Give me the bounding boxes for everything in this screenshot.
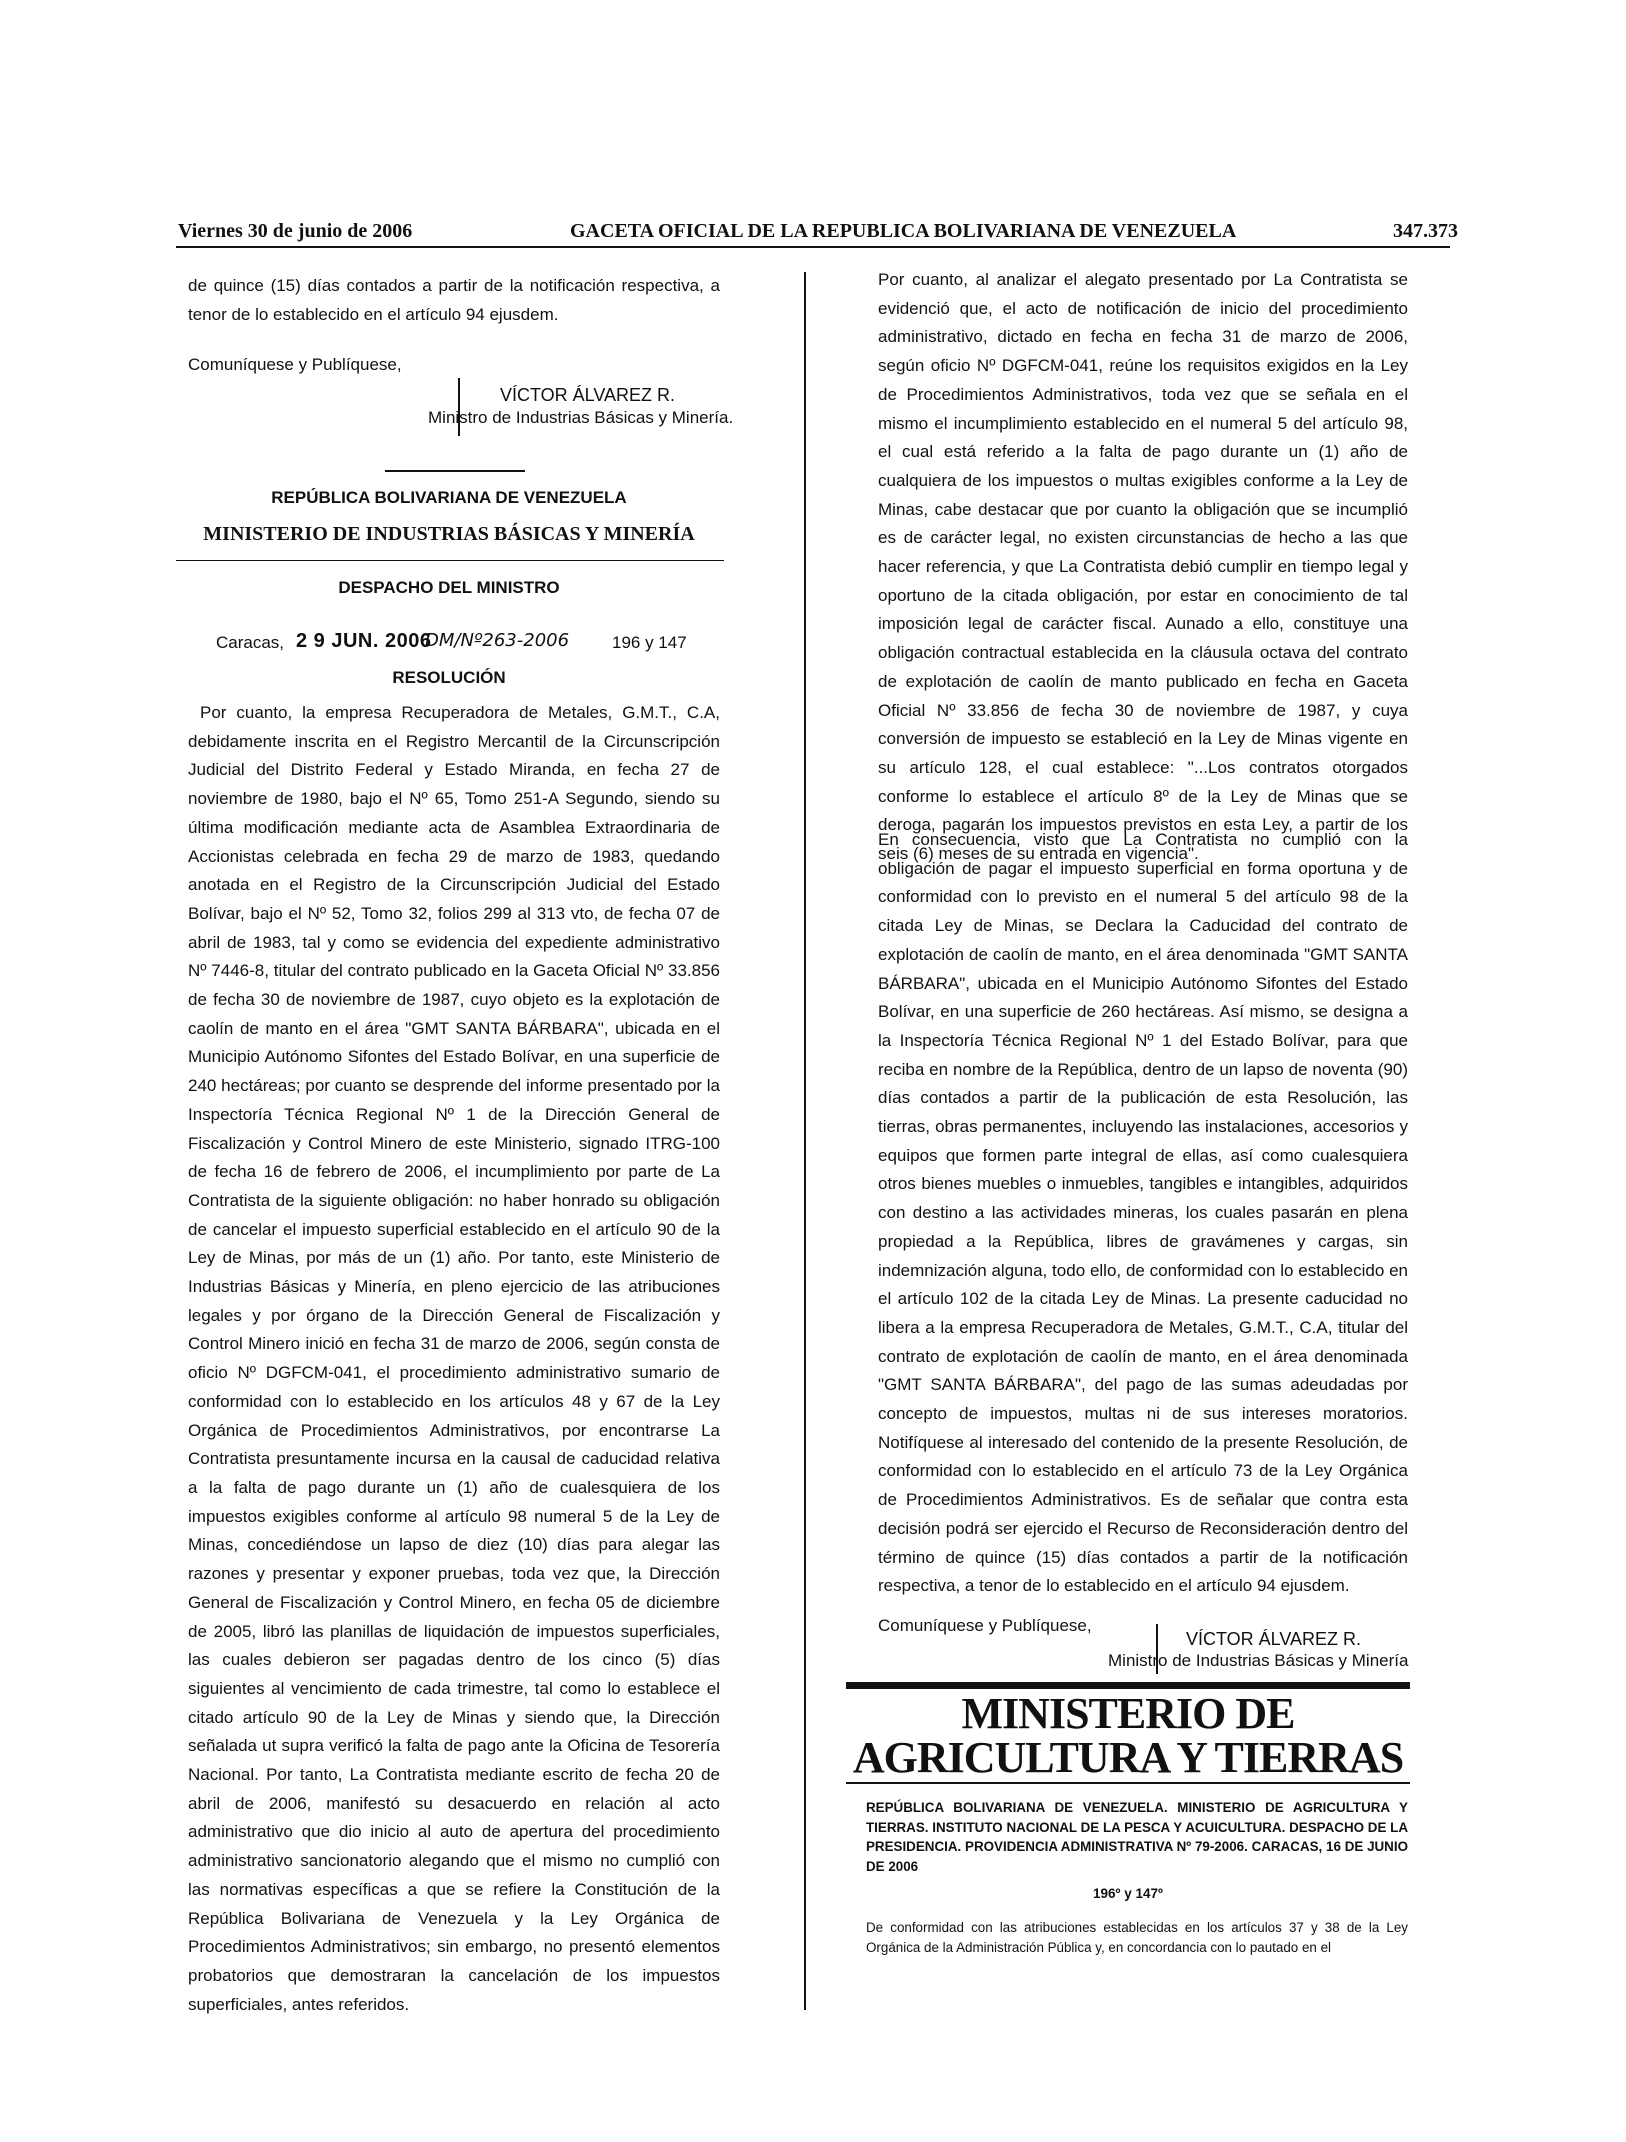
page-number: 347.373 [1393, 220, 1458, 242]
reference-number: DM/Nº263-2006 [425, 630, 570, 651]
agri-header: REPÚBLICA BOLIVARIANA DE VENEZUELA. MINISTERIO DE AGRICULTURA Y TIERRAS. INSTITUTO NACIONAL DE LA PESCA Y ACUICULTURA. DESPACHO DE LA PRESIDENCIA. PROVIDENCIA ADMINISTRATIVA Nº 79-2006. CARACAS, 16 DE JUNIO DE 2006 [866, 1800, 1408, 1874]
resolution-title: RESOLUCIÓN [392, 668, 506, 687]
date-stamp: 2 9 JUN. 2006 [296, 630, 432, 652]
header-date: Viernes 30 de junio de 2006 [178, 220, 413, 242]
banner-bottom-rule [846, 1782, 1410, 1784]
banner-line-1: MINISTERIO DE [961, 1689, 1295, 1738]
left-republic: REPÚBLICA BOLIVARIANA DE VENEZUELA [271, 488, 627, 507]
right-communique: Comuníquese y Publíquese, [878, 1616, 1092, 1635]
left-ministry-rule [176, 560, 724, 561]
left-intro: de quince (15) días contados a partir de la notificación respectiva, a tenor de lo establecido en el artículo 94 ejusdem. [188, 276, 720, 324]
right-para-2: En consecuencia, visto que La Contratista no cumplió con la obligación de pagar el impuesto superficial en forma oportuna y de conformidad con lo previsto en el numeral 5 del artículo 98 de la citada Ley de Minas, se Declara la Caducidad del contrato de explotación de caolín de manto, en el área denominada "GMT SANTA BÁRBARA", ubicada en el Municipio Autónomo Sifontes del Estado Bolívar, en una superficie de 260 hectáreas. Así mismo, se designa a la Inspectoría Técnica Regional Nº 1 del Estado Bolívar, para que reciba en nombre de la República, dentro de un lapso de noventa (90) días contados a partir de la publicación de esta Resolución, las tierras, obras permanentes, incluyendo las instalaciones, accesorios y equipos que formen parte integral de ellas, así como cualesquiera otros bienes muebles o inmuebles, tangibles e intangibles, adquiridos con destino a las actividades mineras, los cuales pasarán en plena propiedad a la República, libres de gravámenes y cargas, sin indemnización alguna, todo ello, de conformidad con lo establecido en el artículo 102 de la citada Ley de Minas. La presente caducidad no libera a la empresa Recuperadora de Metales, G.M.T., C.A, titular del contrato de explotación de caolín de manto, en el área denominada "GMT SANTA BÁRBARA", del pago de las sumas adeudadas por concepto de impuestos, multas ni de sus intereses moratorios. Notifíquese al interesado del contenido de la presente Resolución, de conformidad con lo establecido en el artículo 73 de la Ley Orgánica de Procedimientos Administrativos. Es de señalar que contra esta decisión podrá ser ejercido el Recurso de Reconsideración dentro del término de quince (15) días contados a partir de la notificación respectiva, a tenor de lo establecido en el artículo 94 ejusdem. [878, 830, 1408, 1596]
banner-line-2: AGRICULTURA Y TIERRAS [852, 1733, 1404, 1782]
left-signature-title: Ministro de Industrias Básicas y Minería. [428, 408, 734, 427]
column-divider [804, 272, 806, 2010]
header-rule [176, 246, 1450, 248]
right-para-1: Por cuanto, al analizar el alegato presentado por La Contratista se evidenció que, el acto de notificación de inicio del procedimiento administrativo, dictado en fecha en fecha 31 de marzo de 2006, según oficio Nº DGFCM-041, reúne los requisitos exigidos en la Ley de Procedimientos Administrativos, toda vez que se señala en el mismo el incumplimiento establecido en el numeral 5 del artículo 98, el cual está referido a la falta de pago durante un (1) año de cualquiera de los impuestos o multas exigibles conforme a la Ley de Minas, cabe destacar que por cuanto la obligación que se incumplió es de carácter legal, no existen circunstancias de hecho a las que hacer referencia, y que La Contratista debió cumplir en tiempo legal y oportuno de la citada obligación, por estar en conocimiento de tal imposición legal de carácter fiscal. Aunado a ello, constituye una obligación contractual establecida en la cláusula octava del contrato de explotación de caolín de manto publicado en fecha en Gaceta Oficial Nº 33.856 de fecha 30 de noviembre de 1987, y cuya conversión de impuesto se estableció en la Ley de Minas vigente en su artículo 128, el cual establece: "...Los contratos otorgados conforme lo establece el artículo 8º de la Ley de Minas que se deroga, pagarán los impuestos previstos en esta Ley, a partir de los seis (6) meses de su entrada en vigencia". [878, 270, 1408, 864]
header-title: GACETA OFICIAL DE LA REPUBLICA BOLIVARIANA DE VENEZUELA [570, 220, 1237, 242]
left-office: DESPACHO DEL MINISTRO [338, 578, 560, 597]
left-body: Por cuanto, la empresa Recuperadora de Metales, G.M.T., C.A, debidamente inscrita en el Registro Mercantil de la Circunscripción Judicial del Distrito Federal y Estado Miranda, en fecha 27 de noviembre de 1980, bajo el Nº 65, Tomo 251-A Segundo, siendo su última modificación mediante acta de Asamblea Extraordinaria de Accionistas celebrada en fecha 29 de marzo de 1983, quedando anotada en el Registro de la Circunscripción Judicial del Estado Bolívar, bajo el Nº 52, Tomo 32, folios 299 al 313 vto, de fecha 07 de abril de 1983, tal y como se evidencia del expediente administrativo Nº 7446-8, titular del contrato publicado en la Gaceta Oficial Nº 33.856 de fecha 30 de noviembre de 1987, cuyo objeto es la explotación de caolín de manto en el área "GMT SANTA BÁRBARA", ubicada en el Municipio Autónomo Sifontes del Estado Bolívar, en una superficie de 240 hectáreas; por cuanto se desprende del informe presentado por la Inspectoría Técnica Regional Nº 1 de la Dirección General de Fiscalización y Control Minero de este Ministerio, signado ITRG-100 de fecha 16 de febrero de 2006, el incumplimiento por parte de La Contratista de la siguiente obligación: no haber honrado su obligación de cancelar el impuesto superficial establecido en el artículo 90 de la Ley de Minas, por más de un (1) año. Por tanto, este Ministerio de Industrias Básicas y Minería, en pleno ejercicio de las atribuciones legales y por órgano de la Dirección General de Fiscalización y Control Minero inició en fecha 31 de marzo de 2006, según consta de oficio Nº DGFCM-041, el procedimiento administrativo sumario de conformidad con lo establecido en los artículos 48 y 67 de la Ley Orgánica de Procedimientos Administrativos, por encontrarse La Contratista presuntamente incursa en la causal de caducidad relativa a la falta de pago durante un (1) año de cualesquiera de los impuestos exigibles conforme al artículo 98 numeral 5 de la Ley de Minas, concediéndose un lapso de diez (10) días para alegar las razones y presentar y exponer pruebas, toda vez que, la Dirección General de Fiscalización y Control Minero, en fecha 05 de diciembre de 2005, libró las planillas de liquidación de impuestos superficiales, las cuales debieron ser pagadas dentro de los cinco (5) días siguientes al vencimiento de cada trimestre, tal como lo establece el citado artículo 90 de la Ley de Minas y siendo que, la Dirección señalada ut supra verificó la falta de pago ante la Oficina de Tesorería Nacional. Por tanto, La Contratista mediante escrito de fecha 20 de abril de 2006, manifestó su desacuerdo en relación al acto administrativo que dio inicio al auto de apertura del procedimiento administrativo sancionatorio alegando que el mismo no cumplió con las normativas específicas a que se refiere la Constitución de la República Bolivariana de Venezuela y la Ley Orgánica de Procedimientos Administrativos; sin embargo, no presentó elementos probatorios que demostraran la cancelación de los impuestos superficiales, antes referidos. [188, 703, 720, 2014]
right-signature-title: Ministro de Industrias Básicas y Minería [1108, 1651, 1409, 1670]
right-signature-name: VÍCTOR ÁLVAREZ R. [1186, 1629, 1362, 1649]
agri-years: 196º y 147º [1093, 1886, 1163, 1901]
left-communique: Comuníquese y Publíquese, [188, 355, 402, 374]
section-divider [385, 470, 525, 472]
agri-body: De conformidad con las atribuciones establecidas en los artículos 37 y 38 de la Ley Orgánica de la Administración Pública y, en concordancia con lo pautado en el [866, 1920, 1408, 1955]
left-place: Caracas, [216, 633, 285, 652]
left-ministry: MINISTERIO DE INDUSTRIAS BÁSICAS Y MINERÍA [203, 523, 695, 545]
left-years: 196 y 147 [612, 633, 687, 652]
left-signature-name: VÍCTOR ÁLVAREZ R. [500, 385, 676, 405]
banner-top-rule [846, 1682, 1410, 1689]
